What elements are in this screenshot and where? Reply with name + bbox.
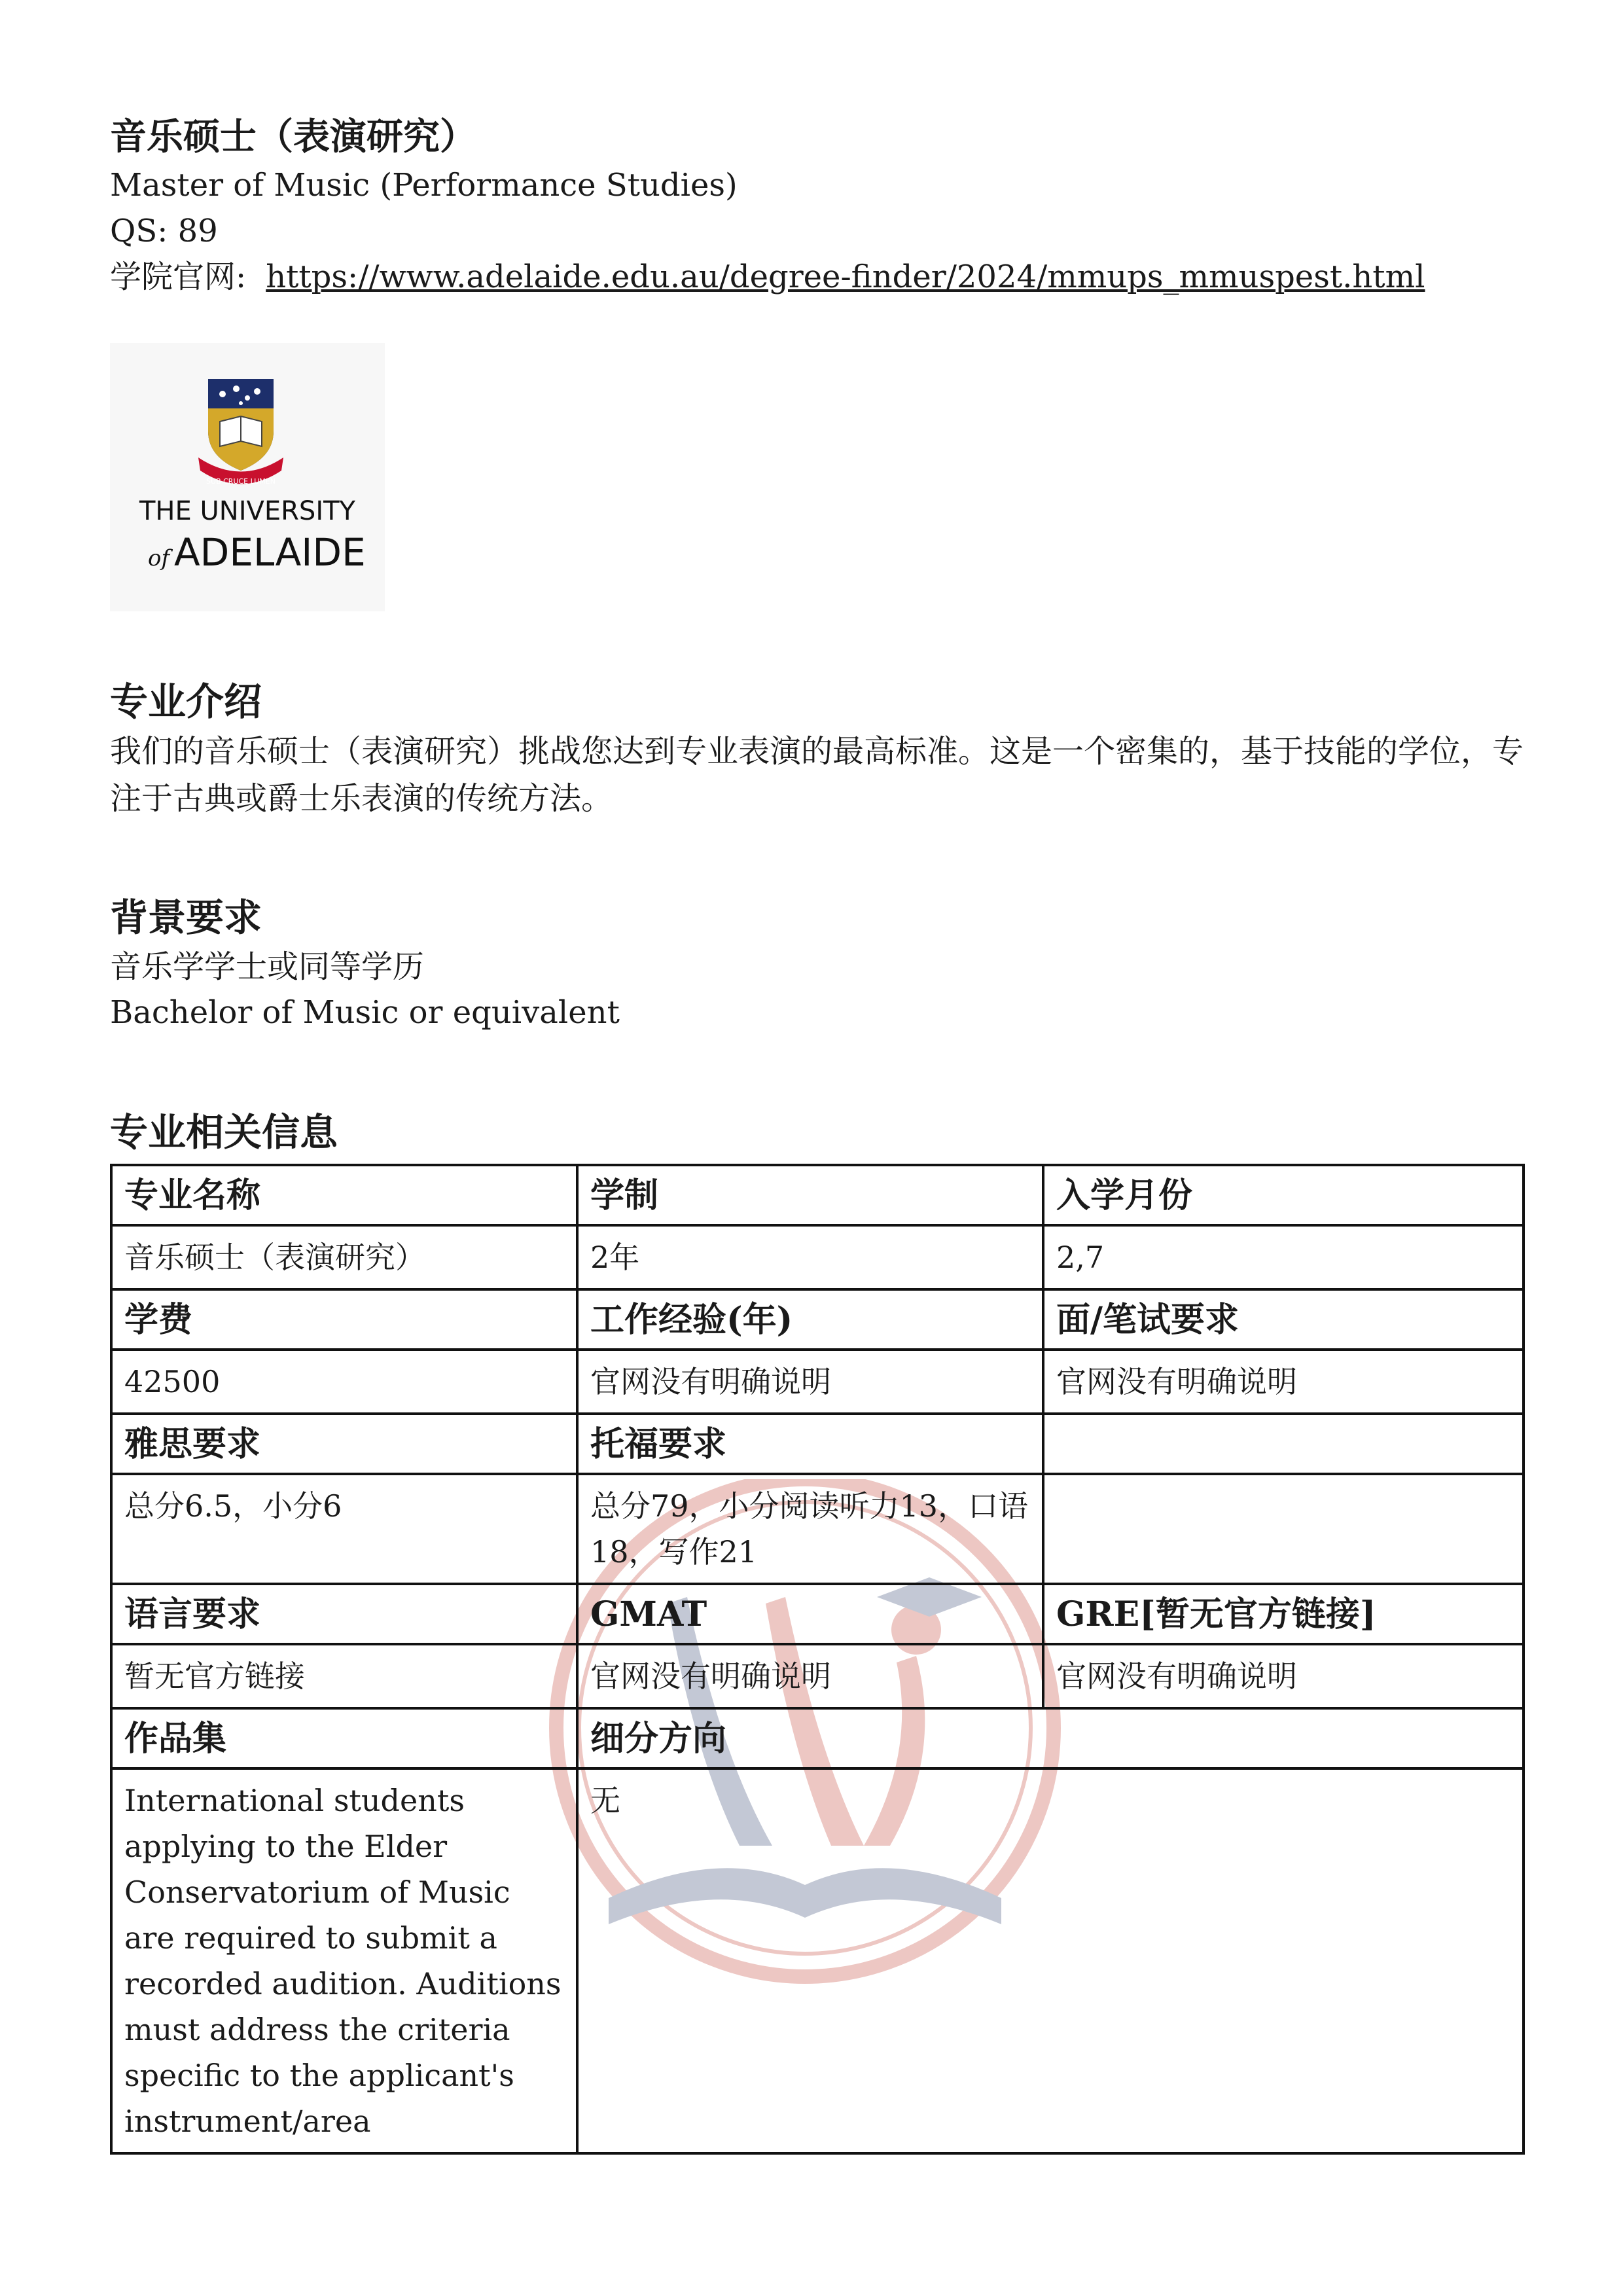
table-row <box>111 1644 1524 1708</box>
qs-ranking: QS: 89 <box>110 213 218 249</box>
background-line-en: Bachelor of Music or equivalent <box>110 994 620 1031</box>
table-header-cell: 工作经验(年) <box>577 1289 1043 1350</box>
table-cell: 暂无官方链接 <box>111 1644 577 1708</box>
document-page <box>110 111 1524 2155</box>
table-header-cell: 作品集 <box>111 1708 577 1768</box>
background-line-cn: 音乐学学士或同等学历 <box>110 948 425 985</box>
table-header-cell <box>1043 1414 1524 1474</box>
table-cell: 音乐硕士（表演研究） <box>111 1225 577 1289</box>
program-title-en: Master of Music (Performance Studies) <box>110 167 738 204</box>
table-row <box>111 1768 1524 2153</box>
table-cell: International students applying to the Elder Conservatorium of Music are required to submit a recorded audition. Auditions must address the criteria specific to the applicant's instrument/area <box>111 1768 577 2153</box>
table-header-cell: 学费 <box>111 1289 577 1350</box>
table-header-cell: 雅思要求 <box>111 1414 577 1474</box>
table-row <box>111 1474 1524 1584</box>
info-heading: 专业相关信息 <box>110 1110 338 1155</box>
table-cell: 2,7 <box>1043 1225 1524 1289</box>
table-header-row <box>111 1584 1524 1644</box>
table-cell: 官网没有明确说明 <box>1043 1644 1524 1708</box>
table-header-cell: 细分方向 <box>577 1708 1524 1768</box>
website-link[interactable]: https://www.adelaide.edu.au/degree-finder/2024/mmups_mmuspest.html <box>266 259 1425 295</box>
table-row <box>111 1225 1524 1289</box>
logo-line1: THE UNIVERSITY <box>139 496 355 526</box>
table-header-row <box>111 1289 1524 1350</box>
table-cell: 无 <box>577 1768 1524 2153</box>
table-cell <box>1043 1474 1524 1584</box>
table-cell: 总分79，小分阅读听力13，口语18，写作21 <box>577 1474 1043 1584</box>
crest-icon <box>198 379 283 484</box>
university-logo <box>110 343 385 611</box>
table-header-row <box>111 1165 1524 1225</box>
table-header-cell: GRE[暂无官方链接] <box>1043 1584 1524 1644</box>
table-row <box>111 1350 1524 1414</box>
info-table <box>110 1164 1525 2155</box>
table-cell: 官网没有明确说明 <box>577 1644 1043 1708</box>
table-header-cell: 面/笔试要求 <box>1043 1289 1524 1350</box>
table-cell: 官网没有明确说明 <box>577 1350 1043 1414</box>
logo-line2: ADELAIDE <box>174 530 366 575</box>
table-header-cell: 学制 <box>577 1165 1043 1225</box>
logo-of: of <box>148 545 170 571</box>
table-header-cell: 专业名称 <box>111 1165 577 1225</box>
background-heading: 背景要求 <box>110 895 262 940</box>
table-cell: 2年 <box>577 1225 1043 1289</box>
table-header-row <box>111 1708 1524 1768</box>
table-cell: 42500 <box>111 1350 577 1414</box>
table-cell: 官网没有明确说明 <box>1043 1350 1524 1414</box>
table-cell: 总分6.5，小分6 <box>111 1474 577 1584</box>
logo-motto: SUB CRUCE LUMEN <box>206 477 276 486</box>
table-header-row <box>111 1414 1524 1474</box>
table-header-cell: 托福要求 <box>577 1414 1043 1474</box>
intro-heading: 专业介绍 <box>110 679 262 724</box>
intro-text: 我们的音乐硕士（表演研究）挑战您达到专业表演的最高标准。这是一个密集的，基于技能的学位，专注于古典或爵士乐表演的传统方法。 <box>110 733 1524 817</box>
website-row <box>110 254 1524 300</box>
program-title-cn: 音乐硕士（表演研究） <box>110 115 476 158</box>
table-header-cell: 语言要求 <box>111 1584 577 1644</box>
table-header-cell: 入学月份 <box>1043 1165 1524 1225</box>
table-header-cell: GMAT <box>577 1584 1043 1644</box>
website-label: 学院官网: <box>110 259 247 295</box>
